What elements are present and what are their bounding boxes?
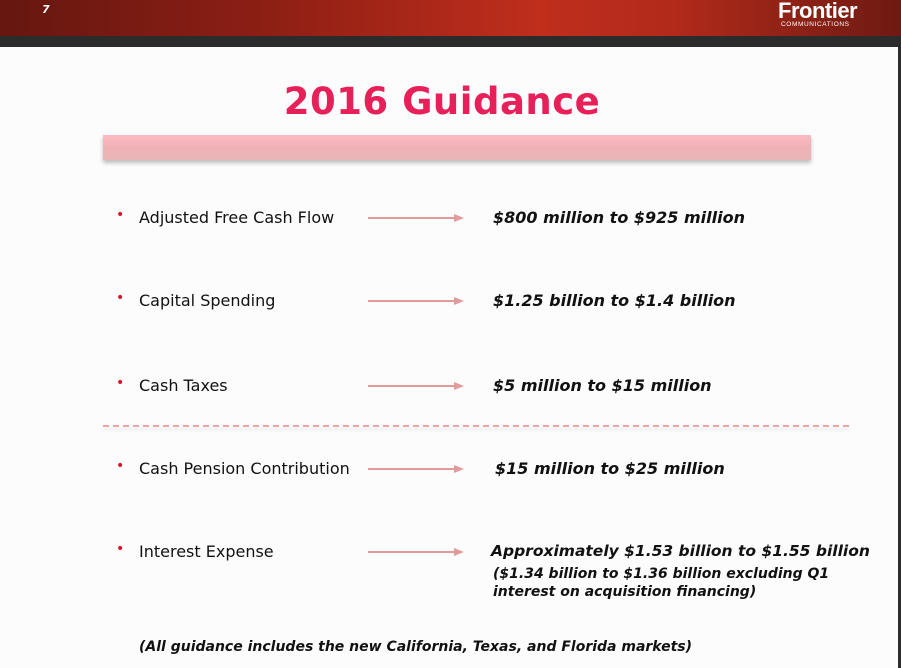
item-value: Approximately $1.53 billion to $1.55 billion: [491, 542, 870, 560]
item-subvalue-line2: interest on acquisition financing): [493, 584, 757, 600]
footnote: (All guidance includes the new California, Texas, and Florida markets): [139, 639, 693, 655]
item-label: Interest Expense: [139, 542, 274, 561]
item-value: $800 million to $925 million: [493, 208, 745, 227]
arrow-right-icon: [368, 296, 464, 306]
logo-sub-text: COMMUNICATIONS: [781, 21, 850, 28]
bullet-icon: •: [116, 375, 125, 391]
bullet-icon: •: [116, 290, 125, 306]
section-divider: [103, 425, 849, 427]
logo-main-text: Frontier: [778, 0, 858, 23]
arrow-right-icon: [368, 464, 464, 474]
item-label: Adjusted Free Cash Flow: [139, 208, 335, 227]
title-underline-band: [103, 135, 811, 160]
slide-number: 7: [42, 3, 50, 16]
item-label: Cash Pension Contribution: [139, 459, 350, 478]
bullet-icon: •: [116, 541, 125, 557]
frontier-logo: [778, 0, 857, 28]
item-value: $15 million to $25 million: [495, 459, 725, 478]
header-bar: [0, 0, 901, 36]
item-value: $1.25 billion to $1.4 billion: [493, 291, 736, 310]
header-shadow-bar: [0, 36, 901, 47]
arrow-right-icon: [368, 381, 464, 391]
item-label: Cash Taxes: [139, 376, 228, 395]
bullet-icon: •: [116, 458, 125, 474]
item-subvalue-line1: ($1.34 billion to $1.36 billion excluding Q1: [493, 566, 830, 582]
arrow-right-icon: [368, 213, 464, 223]
arrow-right-icon: [368, 547, 464, 557]
item-label: Capital Spending: [139, 291, 276, 310]
bullet-icon: •: [116, 207, 125, 223]
item-value: $5 million to $15 million: [493, 376, 712, 395]
page-title: 2016 Guidance: [283, 80, 601, 123]
